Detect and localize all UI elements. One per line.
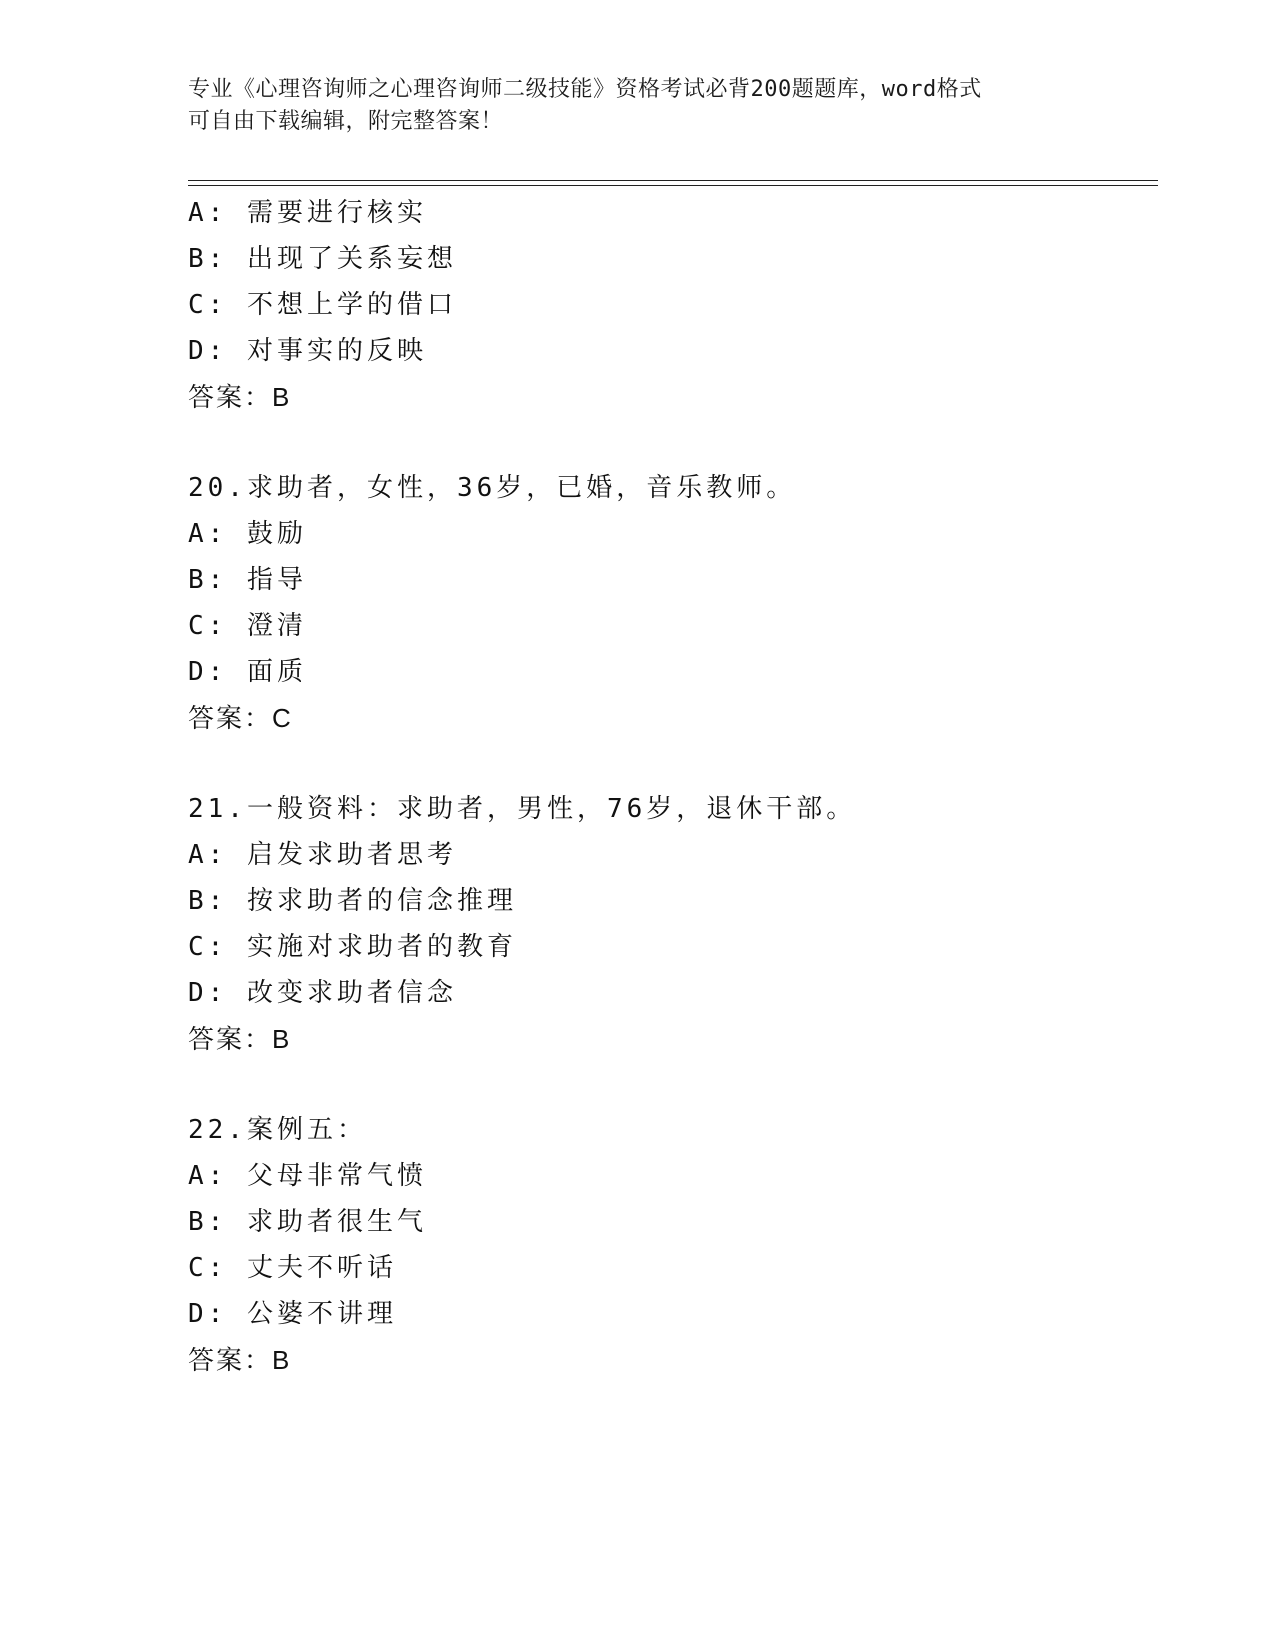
document-header	[188, 74, 1088, 138]
question-stem: 21.一般资料：求助者，男性，76岁，退休干部。	[188, 794, 857, 824]
header-line-2: 可自由下载编辑，附完整答案！	[188, 109, 504, 134]
option-b: B: 指导	[188, 565, 307, 595]
option-d: D: 面质	[188, 657, 307, 687]
question-block	[188, 190, 1158, 420]
answer: 答案：B	[188, 382, 292, 412]
option-c: C: 丈夫不听话	[188, 1253, 397, 1283]
option-a: A: 鼓励	[188, 519, 307, 549]
option-a: A: 启发求助者思考	[188, 840, 457, 870]
header-divider	[188, 180, 1158, 186]
option-a: A: 父母非常气愤	[188, 1161, 427, 1191]
question-list	[188, 190, 1158, 1383]
answer: 答案：B	[188, 1024, 292, 1054]
option-c: C: 澄清	[188, 611, 307, 641]
option-d: D: 公婆不讲理	[188, 1299, 397, 1329]
question-block	[188, 1107, 1158, 1383]
option-d: D: 对事实的反映	[188, 336, 427, 366]
question-block	[188, 786, 1158, 1062]
answer: 答案：B	[188, 1345, 292, 1375]
option-c: C: 实施对求助者的教育	[188, 932, 517, 962]
option-c: C: 不想上学的借口	[188, 290, 457, 320]
header-line-1: 专业《心理咨询师之心理咨询师二级技能》资格考试必背200题题库，word格式	[188, 77, 982, 102]
option-b: B: 求助者很生气	[188, 1207, 427, 1237]
question-stem: 22.案例五：	[188, 1115, 367, 1145]
answer: 答案：C	[188, 703, 293, 733]
option-b: B: 出现了关系妄想	[188, 244, 457, 274]
option-b: B: 按求助者的信念推理	[188, 886, 517, 916]
option-a: A: 需要进行核实	[188, 198, 427, 228]
option-d: D: 改变求助者信念	[188, 978, 457, 1008]
question-block	[188, 465, 1158, 741]
question-stem: 20.求助者，女性，36岁，已婚，音乐教师。	[188, 473, 797, 503]
